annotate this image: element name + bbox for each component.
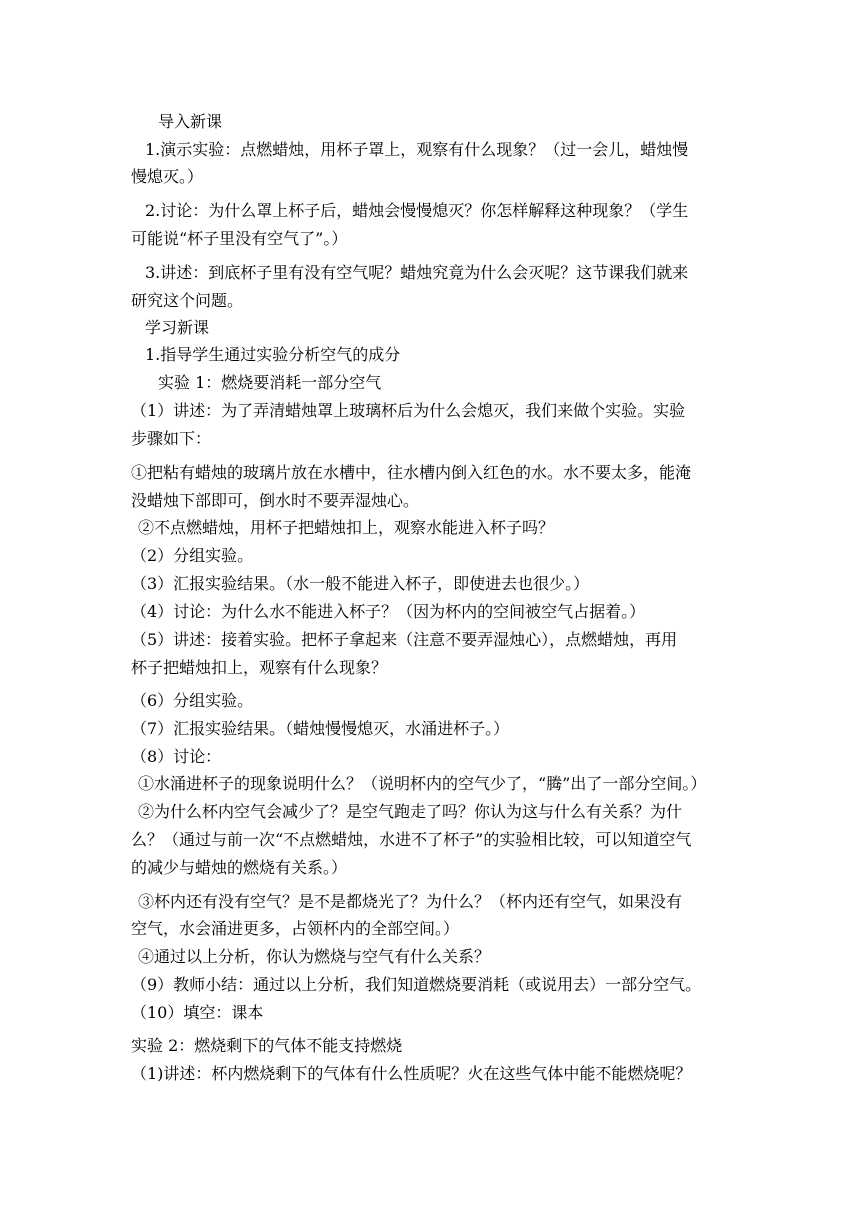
section-heading-intro: 导入新课	[158, 112, 223, 131]
paragraph-line: ①水涌进杯子的现象说明什么？（说明杯内的空气少了，“腾”出了一部分空间。）	[138, 774, 707, 793]
paragraph-line: （7）汇报实验结果。（蜡烛慢慢熄灭，水涌进杯子。）	[131, 719, 510, 738]
paragraph-line: 步骤如下：	[131, 429, 212, 448]
paragraph-line: （3）汇报实验结果。（水一般不能进入杯子，即使进去也很少。）	[131, 574, 590, 593]
paragraph-line: ③杯内还有没有空气？是不是都烧光了？为什么？（杯内还有空气，如果没有	[138, 892, 683, 911]
paragraph-line: 2.讨论：为什么罩上杯子后，蜡烛会慢慢熄灭？你怎样解释这种现象？（学生	[145, 201, 689, 220]
paragraph-line: 研究这个问题。	[131, 291, 244, 310]
paragraph-line: （10）填空：课本	[131, 1003, 264, 1022]
paragraph-line: 么？（通过与前一次“不点燃蜡烛，水进不了杯子”的实验相比较，可以知道空气	[131, 830, 692, 849]
paragraph-line: ②为什么杯内空气会减少了？是空气跑走了吗？你认为这与什么有关系？为什	[138, 802, 683, 821]
paragraph-line: ④通过以上分析，你认为燃烧与空气有什么关系？	[138, 947, 491, 966]
paragraph-line: ②不点燃蜡烛，用杯子把蜡烛扣上，观察水能进入杯子吗？	[138, 518, 555, 537]
paragraph-line: ①把粘有蜡烛的玻璃片放在水槽中，往水槽内倒入红色的水。水不要太多，能淹	[131, 463, 692, 482]
paragraph-line: （9）教师小结：通过以上分析，我们知道燃烧要消耗（或说用去）一部分空气。	[131, 975, 702, 994]
paragraph-line: 没蜡烛下部即可，倒水时不要弄湿烛心。	[131, 491, 420, 510]
paragraph-line: （8）讨论：	[131, 747, 222, 766]
paragraph-line: 慢熄灭。）	[131, 167, 204, 186]
experiment-heading: 实验 2：燃烧剩下的气体不能支持燃烧	[131, 1036, 403, 1055]
paragraph-line: 杯子把蜡烛扣上，观察有什么现象？	[131, 658, 388, 677]
paragraph-line: 空气，水会涌进更多，占领杯内的全部空间。）	[131, 919, 460, 938]
paragraph-line: （4）讨论：为什么水不能进入杯子？（因为杯内的空间被空气占据着。）	[131, 602, 646, 621]
paragraph-line: （1)讲述：杯内燃烧剩下的气体有什么性质呢？火在这些气体中能不能燃烧呢？	[131, 1064, 692, 1083]
paragraph-line: （6）分组实验。	[131, 691, 254, 710]
paragraph-line: （5）讲述：接着实验。把杯子拿起来（注意不要弄湿烛心），点燃蜡烛，再用	[131, 630, 678, 649]
experiment-heading: 实验 1：燃烧要消耗一部分空气	[158, 373, 382, 392]
paragraph-line: 可能说“杯子里没有空气了”。）	[131, 229, 348, 248]
paragraph-line: 的减少与蜡烛的燃烧有关系。）	[131, 858, 348, 877]
paragraph-line: 1.演示实验：点燃蜡烛，用杯子罩上，观察有什么现象？（过一会儿，蜡烛慢	[145, 140, 689, 159]
paragraph-line: 3.讲述：到底杯子里有没有空气呢？蜡烛究竟为什么会灭呢？这节课我们就来	[145, 263, 689, 282]
paragraph-line: （1）讲述：为了弄清蜡烛罩上玻璃杯后为什么会熄灭，我们来做个实验。实验	[131, 401, 686, 420]
paragraph-line: 1.指导学生通过实验分析空气的成分	[145, 345, 401, 364]
section-heading-new-lesson: 学习新课	[145, 318, 210, 337]
paragraph-line: （2）分组实验。	[131, 546, 254, 565]
